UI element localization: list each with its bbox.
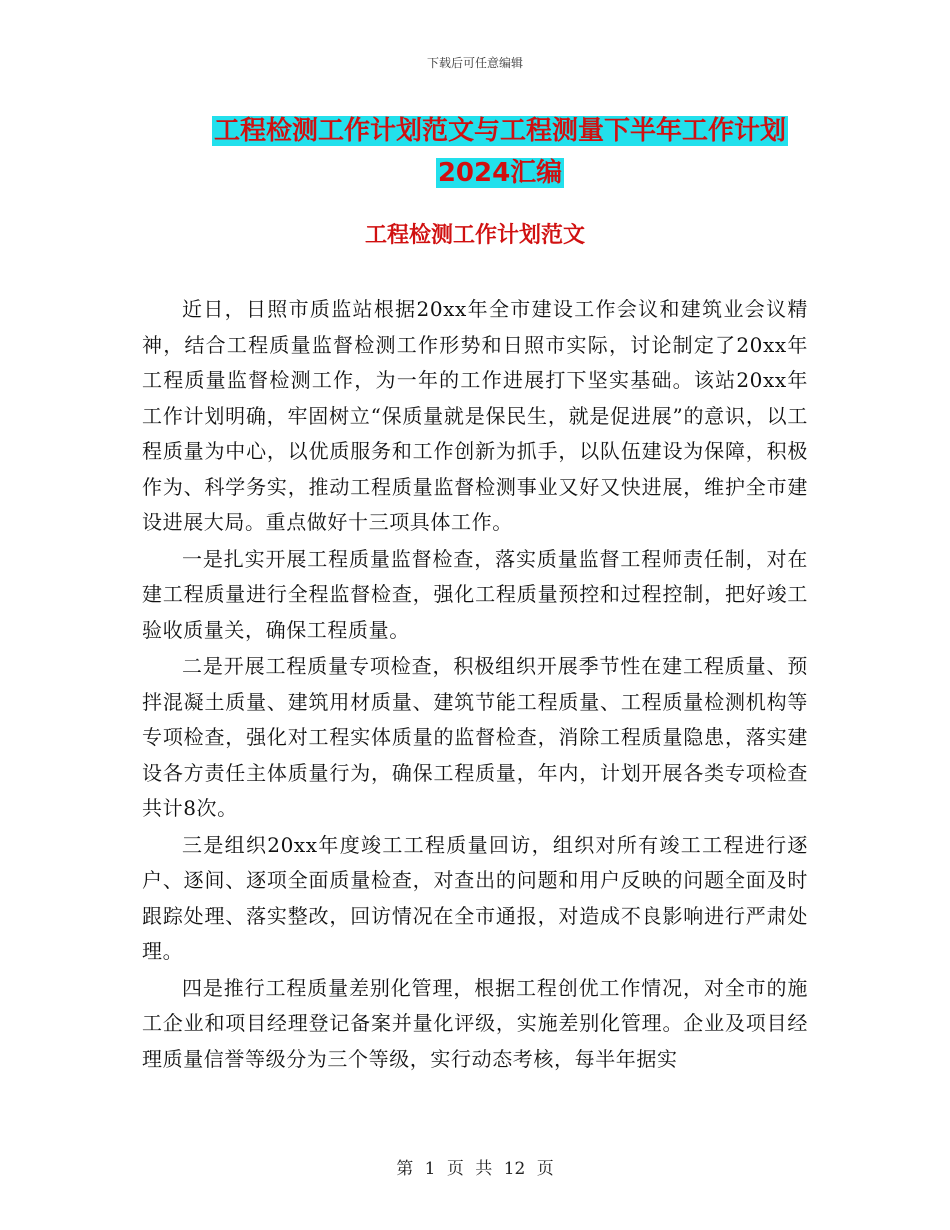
body-text	[142, 292, 808, 1078]
document-title-line-2: 2024汇编	[437, 158, 563, 188]
paragraph-5: 四是推行工程质量差别化管理，根据工程创优工作情况，对全市的施工企业和项目经理登记备案并量化评级，实施差别化管理。企业及项目经理质量信誉等级分为三个等级，实行动态考核，每半年据实	[142, 975, 808, 1071]
paragraph-1: 近日，日照市质监站根据20xx年全市建设工作会议和建筑业会议精神，结合工程质量监督检测工作形势和日照市实际，讨论制定了20xx年工程质量监督检测工作，为一年的工作进展打下坚实基础。该站20xx年工作计划明确，牢固树立“保质量就是保民生，就是促进展”的意识，以工程质量为中心，以优质服务和工作创新为抓手，以队伍建设为保障，积极作为、科学务实，推动工程质量监督检测事业又好又快进展，维护全市建设进展大局。重点做好十三项具体工作。	[142, 297, 808, 534]
header-note: 下载后可任意编辑	[426, 56, 523, 70]
paragraph-2: 一是扎实开展工程质量监督检查，落实质量监督工程师责任制，对在建工程质量进行全程监督检查，强化工程质量预控和过程控制，把好竣工验收质量关，确保工程质量。	[142, 546, 808, 642]
section-title: 工程检测工作计划范文	[364, 223, 585, 248]
document-title-line-1: 工程检测工作计划范文与工程测量下半年工作计划	[213, 116, 786, 146]
document-title	[150, 110, 850, 194]
paragraph-4: 三是组织20xx年度竣工工程质量回访，组织对所有竣工工程进行逐户、逐间、逐项全面质量检查，对查出的问题和用户反映的问题全面及时跟踪处理、落实整改，回访情况在全市通报，对造成不良影响进行严肃处理。	[142, 832, 808, 963]
paragraph-3: 二是开展工程质量专项检查，积极组织开展季节性在建工程质量、预拌混凝土质量、建筑用材质量、建筑节能工程质量、工程质量检测机构等专项检查，强化对工程实体质量的监督检查，消除工程质量隐患，落实建设各方责任主体质量行为，确保工程质量，年内，计划开展各类专项检查共计8次。	[142, 654, 808, 820]
page-footer: 第 1 页 共 12 页	[396, 1159, 554, 1179]
